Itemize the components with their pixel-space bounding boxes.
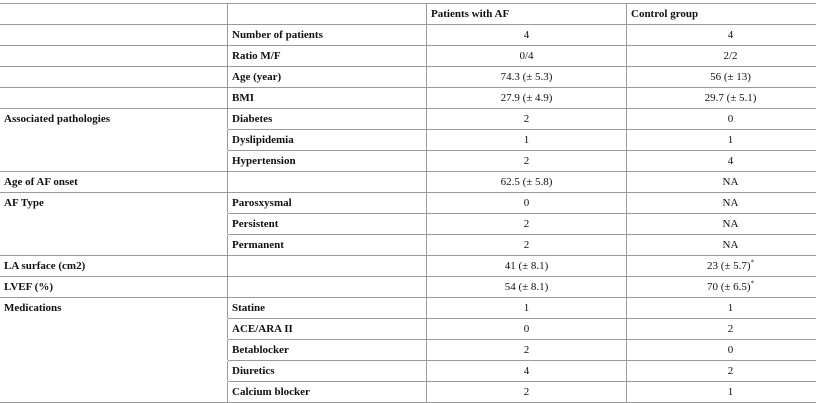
control-value-cell — [627, 109, 816, 130]
control-value: 1 — [728, 386, 734, 398]
table-row — [0, 214, 816, 235]
group-cell: LVEF (%) — [0, 277, 228, 298]
group-cell — [0, 382, 228, 403]
group-cell — [0, 214, 228, 235]
table-row — [0, 256, 816, 277]
af-value-cell: 1 — [427, 130, 627, 151]
item-cell: Persistent — [228, 214, 427, 235]
item-cell: Permanent — [228, 235, 427, 256]
af-value-cell: 4 — [427, 361, 627, 382]
group-cell — [0, 88, 228, 109]
control-value-cell — [627, 340, 816, 361]
item-cell: Calcium blocker — [228, 382, 427, 403]
group-cell: AF Type — [0, 193, 228, 214]
control-value: 1 — [728, 134, 734, 146]
table-row — [0, 361, 816, 382]
control-value: 2 — [728, 323, 734, 335]
control-value: 29.7 (± 5.1) — [705, 92, 757, 104]
item-cell: Betablocker — [228, 340, 427, 361]
table-row — [0, 298, 816, 319]
table-row — [0, 109, 816, 130]
group-cell — [0, 151, 228, 172]
control-value-cell — [627, 319, 816, 340]
table-row — [0, 67, 816, 88]
control-value: 2/2 — [723, 50, 737, 62]
control-value: NA — [723, 197, 739, 209]
group-cell — [0, 67, 228, 88]
af-value-cell: 1 — [427, 298, 627, 319]
af-value-cell: 2 — [427, 235, 627, 256]
group-cell — [0, 319, 228, 340]
item-cell — [228, 172, 427, 193]
item-cell: Dyslipidemia — [228, 130, 427, 151]
af-value-cell: 2 — [427, 151, 627, 172]
control-value: 70 (± 6.5) — [707, 281, 751, 293]
af-value-cell: 62.5 (± 5.8) — [427, 172, 627, 193]
item-cell: ACE/ARA II — [228, 319, 427, 340]
significance-mark: * — [751, 258, 755, 266]
table-row — [0, 319, 816, 340]
group-cell — [0, 25, 228, 46]
control-value: NA — [723, 239, 739, 251]
header-col-2 — [228, 4, 427, 25]
control-value-cell — [627, 67, 816, 88]
control-value: 0 — [728, 344, 734, 356]
af-value-cell: 0/4 — [427, 46, 627, 67]
af-value-cell: 0 — [427, 319, 627, 340]
control-value: 4 — [728, 29, 734, 41]
significance-mark: * — [751, 279, 755, 287]
item-cell: Parosxysmal — [228, 193, 427, 214]
af-value-cell: 27.9 (± 4.9) — [427, 88, 627, 109]
control-value-cell — [627, 214, 816, 235]
control-value-cell — [627, 298, 816, 319]
control-value-cell — [627, 151, 816, 172]
af-value-cell: 2 — [427, 109, 627, 130]
item-cell: Hypertension — [228, 151, 427, 172]
af-value-cell: 2 — [427, 340, 627, 361]
af-value-cell: 2 — [427, 214, 627, 235]
item-cell: Statine — [228, 298, 427, 319]
control-value: 4 — [728, 155, 734, 167]
item-cell — [228, 277, 427, 298]
control-value-cell — [627, 361, 816, 382]
group-cell: Associated pathologies — [0, 109, 228, 130]
table-row — [0, 25, 816, 46]
group-cell: Age of AF onset — [0, 172, 228, 193]
table-row — [0, 88, 816, 109]
control-value-cell — [627, 172, 816, 193]
item-cell — [228, 256, 427, 277]
table-row — [0, 193, 816, 214]
item-cell: BMI — [228, 88, 427, 109]
control-value: 2 — [728, 365, 734, 377]
header-patients-with-af: Patients with AF — [427, 4, 627, 25]
item-cell: Diabetes — [228, 109, 427, 130]
control-value-cell — [627, 193, 816, 214]
table-header-row — [0, 4, 816, 25]
table-row — [0, 340, 816, 361]
item-cell: Age (year) — [228, 67, 427, 88]
item-cell: Ratio M/F — [228, 46, 427, 67]
table-row — [0, 277, 816, 298]
group-cell: Medications — [0, 298, 228, 319]
af-value-cell: 2 — [427, 382, 627, 403]
group-cell — [0, 46, 228, 67]
group-cell — [0, 361, 228, 382]
af-value-cell: 54 (± 8.1) — [427, 277, 627, 298]
control-value-cell — [627, 130, 816, 151]
group-cell — [0, 130, 228, 151]
table-row — [0, 130, 816, 151]
table-row — [0, 172, 816, 193]
control-value: 1 — [728, 302, 734, 314]
control-value: 56 (± 13) — [710, 71, 751, 83]
control-value: 0 — [728, 113, 734, 125]
control-value-cell — [627, 25, 816, 46]
item-cell: Number of patients — [228, 25, 427, 46]
control-value-cell — [627, 235, 816, 256]
af-value-cell: 0 — [427, 193, 627, 214]
control-value-cell — [627, 256, 816, 277]
group-cell: LA surface (cm2) — [0, 256, 228, 277]
af-value-cell: 41 (± 8.1) — [427, 256, 627, 277]
af-value-cell: 74.3 (± 5.3) — [427, 67, 627, 88]
patient-characteristics-table — [0, 3, 816, 403]
control-value-cell — [627, 88, 816, 109]
control-value: NA — [723, 218, 739, 230]
control-value-cell — [627, 382, 816, 403]
item-cell: Diuretics — [228, 361, 427, 382]
group-cell — [0, 340, 228, 361]
table-row — [0, 382, 816, 403]
control-value: 23 (± 5.7) — [707, 260, 751, 272]
table-row — [0, 235, 816, 256]
table-row — [0, 151, 816, 172]
header-col-1 — [0, 4, 228, 25]
control-value: NA — [723, 176, 739, 188]
group-cell — [0, 235, 228, 256]
af-value-cell: 4 — [427, 25, 627, 46]
table-row — [0, 46, 816, 67]
header-control-group: Control group — [627, 4, 816, 25]
control-value-cell — [627, 277, 816, 298]
control-value-cell — [627, 46, 816, 67]
